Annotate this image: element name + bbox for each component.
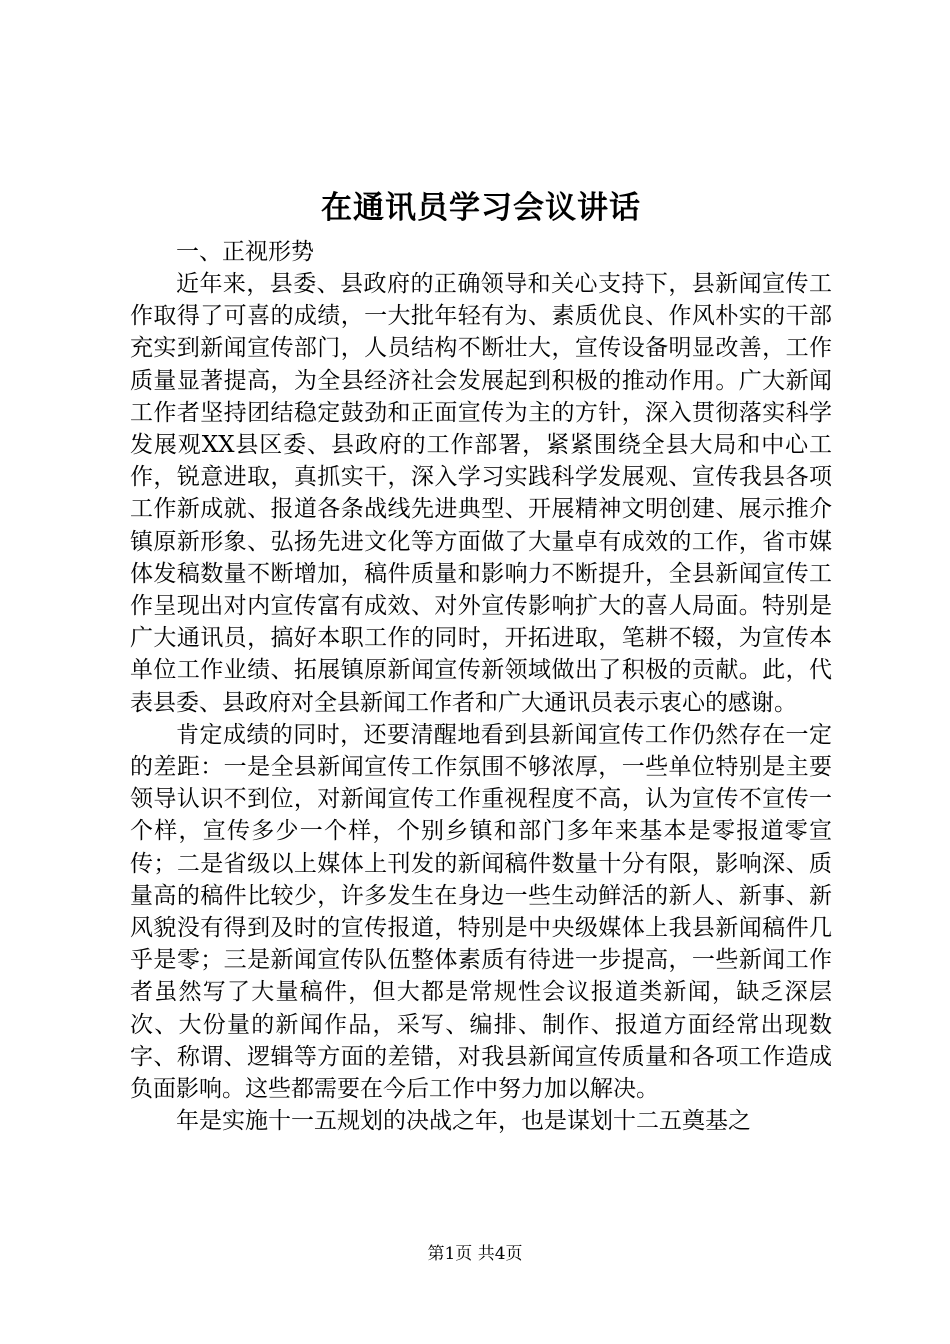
page-footer (0, 1242, 950, 1266)
paragraph-2: 肯定成绩的同时，还要清醒地看到县新闻宣传工作仍然存在一定的差距：一是全县新闻宣传工作氛围不够浓厚，一些单位特别是主要领导认识不到位，对新闻宣传工作重视程度不高，认为宣传不宣传一个样，宣传多少一个样，个别乡镇和部门多年来基本是零报道零宣传；二是省级以上媒体上刊发的新闻稿件数量十分有限，影响深、质量高的稿件比较少，许多发生在身边一些生动鲜活的新人、新事、新风貌没有得到及时的宣传报道，特别是中央级媒体上我县新闻稿件几乎是零；三是新闻宣传队伍整体素质有待进一步提高，一些新闻工作者虽然写了大量稿件，但大都是常规性会议报道类新闻，缺乏深层次、大份量的新闻作品，采写、编排、制作、报道方面经常出现数字、称谓、逻辑等方面的差错，对我县新闻宣传质量和各项工作造成负面影响。这些都需要在今后工作中努力加以解决。 (130, 721, 832, 1103)
page-indicator: 第1页 共4页 (427, 1244, 523, 1264)
paragraph-3: 年是实施十一五规划的决战之年，也是谋划十二五奠基之 (176, 1108, 751, 1135)
section-heading: 一、正视形势 (176, 239, 314, 265)
paragraph-1: 近年来，县委、县政府的正确领导和关心支持下，县新闻宣传工作取得了可喜的成绩，一大批年轻有为、素质优良、作风朴实的干部充实到新闻宣传部门，人员结构不断壮大，宣传设备明显改善，工作质量显著提高，为全县经济社会发展起到积极的推动作用。广大新闻工作者坚持团结稳定鼓劲和正面宣传为主的方针，深入贯彻落实科学发展观XX县区委、县政府的工作部署，紧紧围绕全县大局和中心工作，锐意进取，真抓实干，深入学习实践科学发展观、宣传我县各项工作新成就、报道各条战线先进典型、开展精神文明创建、展示推介镇原新形象、弘扬先进文化等方面做了大量卓有成效的工作，省市媒体发稿数量不断增加，稿件质量和影响力不断提升，全县新闻宣传工作呈现出对内宣传富有成效、对外宣传影响扩大的喜人局面。特别是广大通讯员，搞好本职工作的同时，开拓进取，笔耕不辍，为宣传本单位工作业绩、拓展镇原新闻宣传新领域做出了积极的贡献。此，代表县委、县政府对全县新闻工作者和广大通讯员表示衷心的感谢。 (130, 271, 832, 716)
document-page (130, 180, 832, 1137)
document-title: 在通讯员学习会议讲话 (321, 190, 641, 226)
